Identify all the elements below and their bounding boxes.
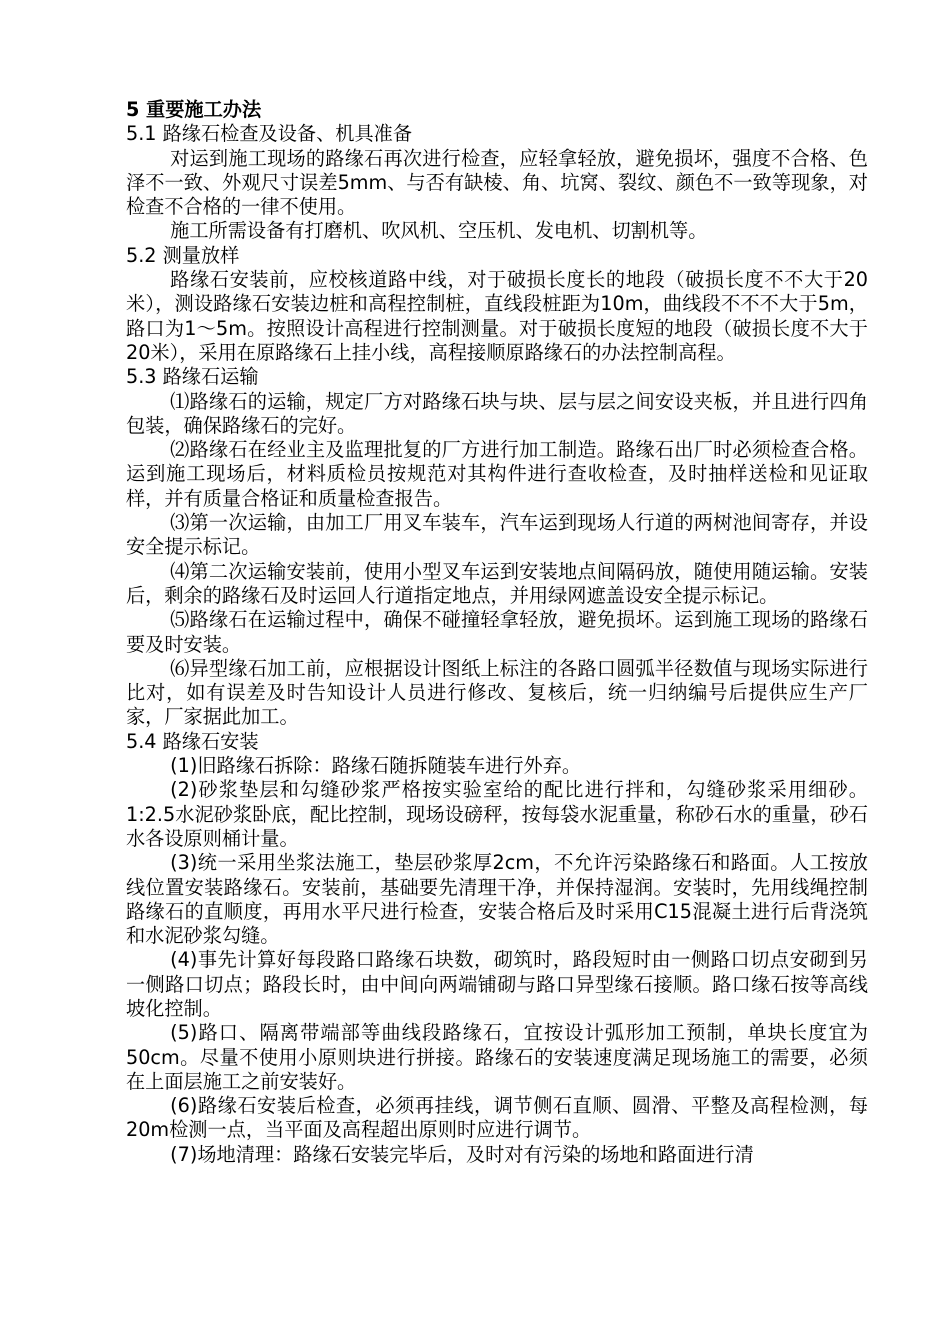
section-title: 5.4 路缘石安装 xyxy=(126,729,259,753)
paragraph: ⑴路缘石的运输，规定厂方对路缘石块与块、层与层之间安设夹板，并且进行四角包装，确保路缘石的完好。 xyxy=(126,389,868,437)
paragraph: ⑶第一次运输，由加工厂用叉车装车，汽车运到现场人行道的两树池间寄存，并设安全提示标记。 xyxy=(126,511,868,559)
document-body xyxy=(126,98,868,1167)
paragraph: (7)场地清理：路缘石安装完毕后，及时对有污染的场地和路面进行清 xyxy=(170,1142,754,1166)
paragraph: ⑵路缘石在经业主及监理批复的厂方进行加工制造。路缘石出厂时必须检查合格。运到施工现场后，材料质检员按规范对其构件进行查收检查，及时抽样送检和见证取样，并有质量合格证和质量检查报告。 xyxy=(126,438,868,510)
paragraph: (5)路口、隔离带端部等曲线段路缘石，宜按设计弧形加工预制，单块长度宜为50cm。尽量不使用小原则块进行拼接。路缘石的安装速度满足现场施工的需要，必须在上面层施工之前安装好。 xyxy=(126,1021,868,1093)
paragraph: (4)事先计算好每段路口路缘石块数，砌筑时，路段短时由一侧路口切点安砌到另一侧路口切点；路段长时，由中间向两端铺砌与路口异型缘石接顺。路口缘石按等高线坡化控制。 xyxy=(126,948,868,1020)
paragraph: (3)统一采用坐浆法施工，垫层砂浆厚2cm，不允许污染路缘石和路面。人工按放线位置安装路缘石。安装前，基础要先清理干净，并保持湿润。安装时，先用线绳控制路缘石的直顺度，再用水平尺进行检查，安装合格后及时采用C15混凝土进行后背浇筑和水泥砂浆勾缝。 xyxy=(126,851,868,948)
section-title: 5.1 路缘石检查及设备、机具准备 xyxy=(126,122,413,146)
paragraph: 路缘石安装前，应校核道路中线，对于破损长度长的地段（破损长度不不大于20米），测设路缘石安装边桩和高程控制桩，直线段桩距为10m，曲线段不不不大于5m，路口为1～5m。按照设计高程进行控制测量。对于破损长度短的地段（破损长度不大于20米），采用在原路缘石上挂小线，高程接顺原路缘石的办法控制高程。 xyxy=(126,268,868,364)
paragraph: ⑸路缘石在运输过程中，确保不碰撞轻拿轻放，避免损坏。运到施工现场的路缘石要及时安装。 xyxy=(126,608,868,656)
paragraph: 对运到施工现场的路缘石再次进行检查，应轻拿轻放，避免损坏，强度不合格、色泽不一致、外观尺寸误差5mm、与否有缺棱、角、坑窝、裂纹、颜色不一致等现象，对检查不合格的一律不使用。 xyxy=(126,146,868,219)
paragraph: ⑹异型缘石加工前，应根据设计图纸上标注的各路口圆弧半径数值与现场实际进行比对，如有误差及时告知设计人员进行修改、复核后，统一归纳编号后提供应生产厂家，厂家据此加工。 xyxy=(126,656,868,729)
paragraph: 施工所需设备有打磨机、吹风机、空压机、发电机、切割机等。 xyxy=(170,219,708,243)
paragraph: (2)砂浆垫层和勾缝砂浆严格按实验室给的配比进行拌和，勾缝砂浆采用细砂。1:2.5水泥砂浆卧底，配比控制，现场设磅秤，按每袋水泥重量，称砂石水的重量，砂石水各设原则桶计量。 xyxy=(126,778,868,850)
paragraph: ⑷第二次运输安装前，使用小型叉车运到安装地点间隔码放，随使用随运输。安装后，剩余的路缘石及时运回人行道指定地点，并用绿网遮盖设安全提示标记。 xyxy=(126,559,868,607)
paragraph: (6)路缘石安装后检查，必须再挂线，调节侧石直顺、圆滑、平整及高程检测，每20m检测一点，当平面及高程超出原则时应进行调节。 xyxy=(126,1094,868,1142)
chapter-heading: 5 重要施工办法 xyxy=(126,98,262,121)
paragraph: (1)旧路缘石拆除：路缘石随拆随装车进行外弃。 xyxy=(170,754,582,778)
section-title: 5.2 测量放样 xyxy=(126,243,240,267)
section-title: 5.3 路缘石运输 xyxy=(126,365,259,389)
